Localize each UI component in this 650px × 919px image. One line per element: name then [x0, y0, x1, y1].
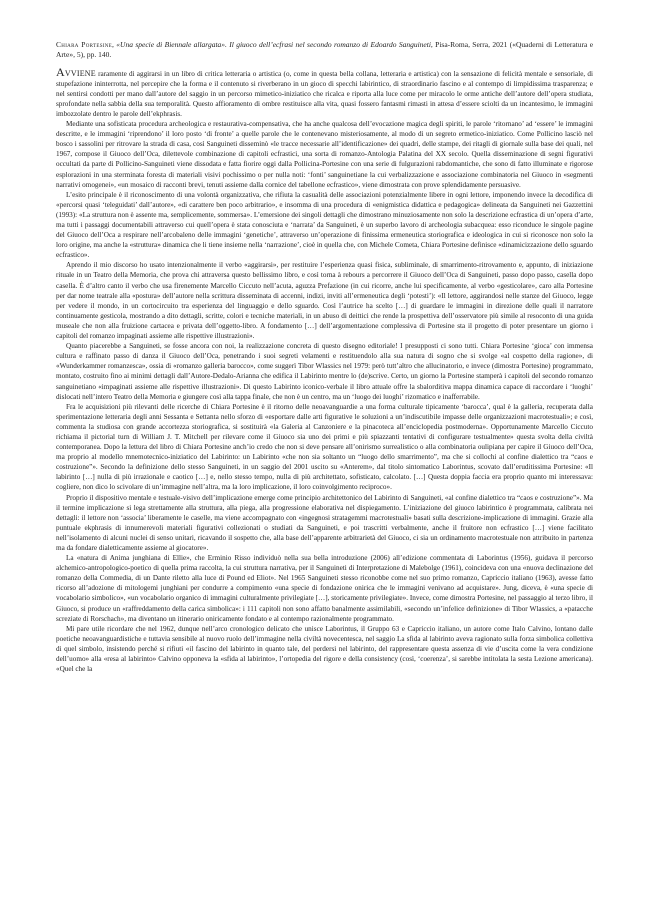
review-page	[56, 40, 593, 674]
paragraph-5: Quanto piacerebbe a Sanguineti, se fosse ancora con noi, la realizzazione concreta di questo disegno editoriale! I presupposti ci sono tutti. Chiara Portesine ‘gioca’ con immensa cultura e raffinato passo di danza il Giuoco dell’Oca, penetrando i suoi segreti velamenti e restituendolo alla sua natura di sogno che si svolge «al cospetto della ragione», di «Wunderkammer romanzesca», ossia di «romanzo galleria barocco», come suggerì Tibor Wlassics nel 1979: però tutt’altro che allucinatorio, e invece (dimostra Portesine) programmato, montato, costruito fino ai minimi dettagli dall’Autore-Dedalo-Arianna che edifica il Labirinto mentre lo (de)scrive. Certo, un giorno la Portesine stamperà i capitoli del secondo romanzo sanguinetiano «impaginati assieme alle rispettive illustrazioni». Di questo Labirinto iconico-verbale il libro attuale offre la sbalorditiva mappa dinamica capace di raccordare i ‘luoghi’ dislocati nell’intero Teatro della Memoria e giungere così alla tappa finale, che non è un centro, ma un ‘luogo dei luoghi’ rizomatico e inafferrabile.	[56, 342, 593, 401]
paragraph-7: Proprio il dispositivo mentale e testuale-visivo dell’implicazione emerge come principio architettonico del Labirinto di Sanguineti, «al confine dialettico tra “caos e costruzione”». Ma il termine implicazione si lega strettamente alla struttura, alla piega, alla progressione elaborativa nel dispiegamento. L’iniziazione del giuoco labirintico è programmata, calibrata nei dettagli: il lettore non ‘associa’ liberamente le caselle, ma viene accompagnato con «ingegnosi stratagemmi macrotestuali» basati sulla descrizione-implicazione di immagini. Grazie alla puntuale ekphrasis di innumerevoli materiali figurativi collezionati o studiati da Sanguineti, e poi trascritti verbalmente, anche il fruitore non ecfrastico […] viene facilitato nell’isolamento di alcuni nuclei di senso unitari, ricavando il sospetto che, alla base dell’apparente arbitrarietà del Giuoco, ci sia un ordinamento macrotestuale non attribuito in partenza ma da fondare dialetticamente assieme al giocatore».	[56, 493, 593, 552]
review-book-title: «Una specie di Biennale allargata». Il giuoco dell’ecfrasi nel secondo romanzo di Edoardo Sanguineti	[116, 40, 431, 49]
paragraph-6: Fra le acquisizioni più rilevanti delle ricerche di Chiara Portesine è il ritorno delle neoavanguardie a una forma culturale tipicamente ‘barocca’, qual è la galleria, recuperata dalla sperimentazione letteraria degli anni Sessanta e Settanta nello sforzo di «esportare dalle arti figurative le soluzioni a un’indiscutibile impasse delle organizzazioni macrotestuali»; e così, commenta la studiosa con grande accortezza storiografica, si sostituirà «la Galeria al Canzoniere e la pinacoteca all’enciclopedia postmoderna». Opportunamente Marcello Ciccuto richiama il pictorial turn di William J. T. Mitchell per rilevare come il Giuoco sia uno dei primi e più spiazzanti tentativi di configurare testualmente» questa svolta della civiltà contemporanea. Dopo la lettura del libro di Chiara Portesine anch’io credo che non si deve pensare all’onirismo surrealistico o alla combinatoria oulipiana per capire il Giuoco dell’Oca, ma proprio al modello mnemotecnico-iniziatico del Labirinto: un Labirinto «che non sia soltanto un “luogo dello smarrimento”, ma che si collochi al confine dialettico tra “caos e costruzione”». Secondo la definizione dello stesso Sanguineti, in un saggio del 2001 uscito su «Anterem», dal titolo sintomatico Laborintus, scovato dall’eruditissima Portesine: «Il labirinto […] nulla di più irrazionale e caotico […] e, nello stesso tempo, nulla di più architettato, sofisticato, calcolato. […] Questa doppia faccia era proprio quanto mi interessava: cogliere, non dico lo scivolare di un’immagine nell’altra, ma la loro implicazione, il loro coinvolgimento reciproco».	[56, 402, 593, 492]
review-publication: , Pisa-Roma, Serra, 2021 («Quaderni di Letteratura e Arte», 5), pp. 140.	[56, 40, 594, 60]
paragraph-1: Avviene raramente di aggirarsi in un libro di critica letteraria o artistica (o, come in questa bella collana, letteraria e artistica) con la sensazione di felicità mentale e sensoriale, di stupefazione ininterrotta, nel percepire che la forma e il contenuto si riverberano in un gioco di specchi labirintico, di straordinario fascino e al contempo di limpidissima trasparenza; e nel sentirsi condotti per mano dall’autore del saggio in un percorso mimetico-iniziatico che ricalca e riporta alla luce come per miracolo le orme antiche dell’autore dell’opera studiata, sprofondate nella sabbia della sua temporalità. Questo affioramento di ombre restituisce alla vita, quasi fossero fantasmi rimasti in attesa d’essere sciolti da un incantesimo, le immagini imbozzolate dentro le parole dell’ekphrasis.	[56, 64, 593, 118]
review-author: Chiara Portesine	[56, 40, 113, 49]
paragraph-3: L’esito principale è il riconoscimento di una volontà organizzativa, che rifiuta la casualità delle associazioni potenzialmente libere in ogni lettore, imponendo invece la decodifica di «percorsi quasi ‘teleguidati’ dall’autore», «di carattere ben poco arbitrario», e insomma di una procedura di «enigmistica didattica e pedagogica» delineata da Sanguineti nei Gazzettini (1993): «La struttura non è assente ma, semplicemente, sommersa». L’emersione dei singoli dettagli che dimostrano minuziosamente non solo la descrizione ecfrastica di un’opera d’arte, ma tutti i passaggi documentabili attraverso cui quell’opera è stata conosciuta e ‘narrata’ da Sanguineti, è un superbo lavoro di archeologia subacquea: esso riconduce le singole pagine del Giuoco dell’Oca a respirare nell’arcobaleno delle immagini ‘genetiche’, attraverso un’operazione di finissima ermeneutica storiografica e ideologica in cui si riconosce non solo la loro origine, ma anche la «struttura» dinamica che li tiene insieme nella ‘narrazione’, cioè in quella che, con Michele Cometa, Chiara Portesine definisce «dinamicizzazione dello sguardo ecfrastico».	[56, 190, 593, 260]
paragraph-8: La «natura di Anima junghiana di Ellie», che Erminio Risso individuò nella sua bella introduzione (2006) all’edizione commentata di Laborintus (1956), guidava il percorso alchemico-antropologico-poetico di quella prima raccolta, la cui struttura narrativa, per il Sanguineti di Interpretazione di Malebolge (1961), coincideva con una «nuova declinazione del romanzo della Commedia, di un Dante riletto alla luce di Pound ed Eliot». Nel 1965 Sanguineti stesso riconobbe come nel suo primo romanzo, Capriccio italiano (1963), avesse fatto ricorso all’adozione di mitologemi junghiani per condurre a compimento «una specie di fondazione onirica che le immagini venivano ad acquistare». Jung, diceva, è «una specie di vocabolario simbolico», «un vocabolario organico di immagini culturalmente privilegiate […], storicamente privilegiate». Invece, come dimostra Portesine, nel passaggio al terzo libro, il Giuoco, si produce un «raffreddamento della carica simbolica»: i 111 capitoli non sono affatto banalmente assimilabili, «secondo un’infelice definizione» di Tibor Wlassics, a «patacche screziate di Rorschach», ma diventano un itinerario oniricamente fondato e al contempo razionalmente programmato.	[56, 554, 593, 623]
review-header: Chiara Portesine, «Una specie di Biennale allargata». Il giuoco dell’ecfrasi nel secondo romanzo di Edoardo Sanguineti, Pisa-Roma, Serra, 2021 («Quaderni di Letteratura e Arte», 5), pp. 140.	[56, 40, 594, 60]
paragraph-4: Aprendo il mio discorso ho usato intenzionalmente il verbo «aggirarsi», per restituire l’esperienza quasi fisica, subliminale, di smarrimento-ritrovamento e, appunto, di iniziazione rituale in un Teatro della Memoria, che prova chi attraversa questo bellissimo libro, e così torna à rebours a percorrere il Giuoco dell’Oca di Sanguineti, passo dopo passo, casella dopo casella. È d’altro canto il verbo che usa firenemente Marcello Ciccuto nell’acuta, aguzza Prefazione (in cui ricorre, anche lui specificamente, al verbo «gesticolare», caro alla Portesine per dar nome teatrale alla «postura» dell’autore nella scrittura disseminata di accenni, indizi, inviti all’ermeneutica degli ‘potesti’): «Il lettore, aggirandosi nelle stanze del Giuoco, legge per vedere il mondo, in un cortocircuito tra esperienza del linguaggio e dello sguardo. Così l’autrice ha scelto […] di guardare le immagini in direzione delle quali il narratore continuamente gesticola, mostrando a dito dettagli, scritte, colori e tecniche materiali, in un abuso di deittici che rende la prospettiva dell’osservatore più simile al resoconto di una guida museale che non alla fruizione cartacea e privata dell’oggetto-libro. A fondamento […] dell’argomentazione complessiva di Portesine sta il progetto di poter presentare un giorno i capitoli del romanzo impaginati assieme alle rispettive illustrazioni».	[56, 261, 593, 341]
drop-cap: Avviene	[56, 64, 96, 79]
paragraph-9: Mi pare utile ricordare che nel 1962, dunque nell’arco cronologico delicato che unisce Laborintus, il Gruppo 63 e Capriccio italiano, un autore come Italo Calvino, lontano dalle poetiche neoavanguardistiche e tuttavia sensibile al nuovo ruolo dell’immagine nella civiltà novecentesca, nel saggio La sfida al labirinto aveva ragionato sulla forza simbolica collettiva di quel simbolo, insistendo perché si rifiuti «il fascino del labirinto in quanto tale, del perdersi nel labirinto, del rappresentare questa assenza di vie d’uscita come la vera condizione dell’uomo» alla «resa al labirinto» Calvino opponeva la «sfida al labirinto», l’ortopedia del rigore e della consistency (così, ‘coerenza’, si sarebbe intitolata la sesta Lezione americana). «Quel che la	[56, 624, 593, 674]
paragraph-2: Mediante una sofisticata procedura archeologica e restaurativa-compensativa, che ha anche qualcosa dell’evocazione magica degli spiriti, le parole ‘ritornano’ ad ‘essere’ le immagini descritte, e le immagini ‘riprendono’ il loro posto ‘di fronte’ a quelle parole che le contenevano misteriosamente, al modo di un segreto ermetico-iniziatico. Come Pollicino lasciò nel bosco i sassolini per ritrovare la strada di casa, così Sanguineti disseminò «le tracce necessarie all’identificazione» dei quadri, delle stampe, dei ritagli di giornale sulla base dei quali, nel 1967, compose il Giuoco dell’Oca, dilettevole combinazione di capitoli ecfrastici, una sorta di romanzo-Antologia Palatina del XX secolo. Quella disseminazione di segni figurativi occultati da parte di Pollicino-Sanguineti viene dissodata e fatta fiorire oggi dalla Pollicina-Portesine con una serie di fulgurazioni rabdomantiche, che sono di fatto illuminate e rigorose esplorazioni in una sterminata foresta di materiali visivi pochissimo o per nulla noti: ‘fonti’ sanguinetiane la cui verbalizzazione e associazione combinatoria nel Giuoco in «segmenti narrativi omogenei», «un mosaico di racconti brevi, tenuti assieme dalla cornice del tabellone ecfrastico», viene dimostrata con prove splendidamente persuasive.	[56, 120, 593, 189]
